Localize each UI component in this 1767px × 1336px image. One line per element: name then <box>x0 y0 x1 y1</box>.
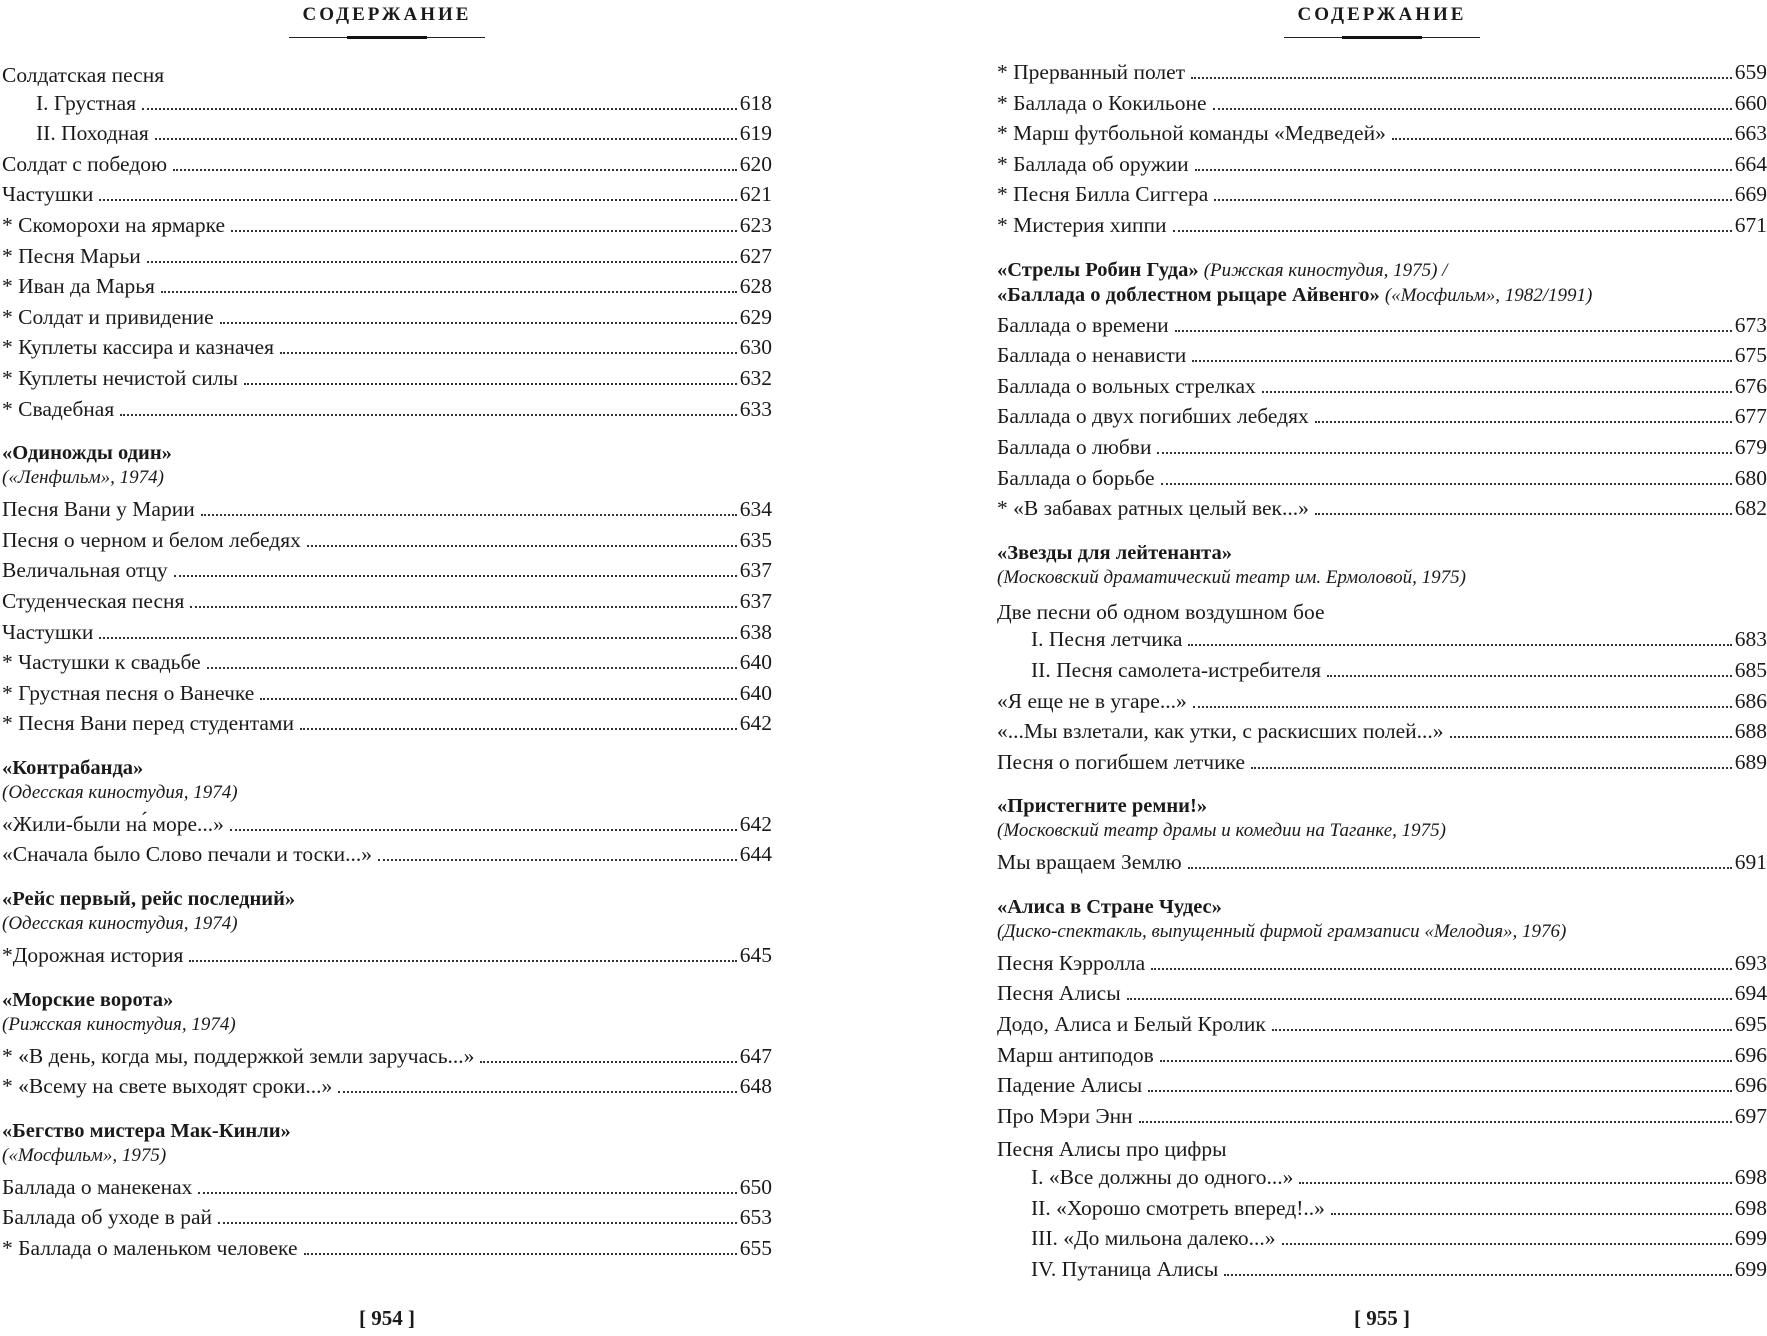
toc-page-number: 655 <box>739 1236 772 1261</box>
toc-entry[interactable] <box>997 1257 1767 1288</box>
toc-group-title: Солдатская песня <box>2 63 165 87</box>
toc-group-title: Песня Алисы про цифры <box>997 1137 1227 1162</box>
dot-leader <box>230 829 737 831</box>
toc-page-number: 618 <box>739 90 772 115</box>
toc-entry[interactable] <box>2 397 772 428</box>
toc-entry[interactable] <box>997 1073 1767 1104</box>
toc-entry-title: Баллада о ненависти <box>997 343 1187 368</box>
dot-leader <box>1160 1060 1732 1062</box>
dot-leader <box>174 575 737 577</box>
dot-leader <box>1161 483 1732 485</box>
toc-page-number: 680 <box>1734 465 1767 490</box>
section-subtitle: (Московский драматический театр им. Ермоловой, 1975) <box>997 566 1466 588</box>
dot-leader <box>1192 360 1731 362</box>
dot-leader <box>1188 644 1731 646</box>
toc-page-number: 691 <box>1734 850 1767 875</box>
toc-entry-title: Величальная отцу <box>2 558 168 583</box>
toc-entry[interactable] <box>997 435 1767 466</box>
toc-entry[interactable] <box>2 244 772 275</box>
toc-page-number: 650 <box>739 1174 772 1199</box>
dot-leader <box>1299 1182 1731 1184</box>
toc-entry[interactable] <box>2 528 772 559</box>
toc-entry[interactable] <box>2 274 772 305</box>
toc-entry-title: * Свадебная <box>2 396 115 421</box>
toc-page-number: 669 <box>1734 182 1767 207</box>
toc-entry[interactable] <box>997 981 1767 1012</box>
dot-leader <box>260 698 736 700</box>
dot-leader <box>1191 77 1732 79</box>
dot-leader <box>1188 867 1732 869</box>
toc-entry-title: * Грустная песня о Ванечке <box>2 680 255 705</box>
toc-page-number: 645 <box>739 943 772 968</box>
toc-page-number: 659 <box>1734 60 1767 84</box>
toc-entry[interactable] <box>997 1165 1767 1196</box>
toc-page-number: 627 <box>739 243 772 268</box>
dot-leader <box>1450 736 1732 738</box>
toc-entry[interactable] <box>2 711 772 742</box>
section-subtitle: («Мосфильм», 1982/1991) <box>1384 284 1593 306</box>
toc-entry[interactable] <box>2 1044 772 1075</box>
page-number: [ 955 ] <box>1354 1306 1410 1330</box>
toc-entry[interactable] <box>997 374 1767 405</box>
toc-page-number: 634 <box>739 497 772 522</box>
toc-entry-title: II. «Хорошо смотреть вперед!..» <box>1031 1195 1325 1220</box>
toc-entry-title: Песня о черном и белом лебедях <box>2 527 301 552</box>
dot-leader <box>307 545 737 547</box>
toc-entry[interactable] <box>997 850 1767 881</box>
toc-page-number: 673 <box>1734 312 1767 337</box>
toc-entry-title: Баллада о времени <box>997 312 1169 337</box>
toc-entry-title: * Песня Марьи <box>2 243 141 268</box>
toc-entry-title: III. «До мильона далеко...» <box>1031 1226 1276 1251</box>
toc-entry[interactable] <box>997 496 1767 527</box>
toc-entry[interactable] <box>997 658 1767 689</box>
dot-leader <box>1392 138 1732 140</box>
toc-entry[interactable] <box>2 305 772 336</box>
toc-entry[interactable] <box>2 842 772 873</box>
dot-leader <box>231 230 737 232</box>
toc-entry[interactable] <box>2 121 772 152</box>
dot-leader <box>300 728 737 730</box>
section-subtitle: (Одесская киностудия, 1974) <box>2 913 238 935</box>
toc-page-number: 671 <box>1734 212 1767 237</box>
toc-entry-title: * Баллада об оружии <box>997 151 1189 176</box>
toc-page-number: 660 <box>1734 90 1767 115</box>
dot-leader <box>142 108 737 110</box>
toc-page-number: 675 <box>1734 343 1767 368</box>
toc-entry-title: Солдат с победою <box>2 151 168 176</box>
toc-page-number: 647 <box>739 1043 772 1068</box>
toc-entry-title: * Баллада о Кокильоне <box>997 90 1207 115</box>
toc-page-number: 689 <box>1734 749 1767 774</box>
toc-entry[interactable] <box>2 152 772 183</box>
dot-leader <box>480 1061 736 1063</box>
toc-entry[interactable] <box>997 121 1767 152</box>
toc-page-number: 696 <box>1734 1073 1767 1098</box>
toc-page-number: 640 <box>739 680 772 705</box>
dot-leader <box>1272 1029 1732 1031</box>
toc-page-number: 638 <box>739 619 772 644</box>
toc-entry-title: Песня Вани у Марии <box>2 497 195 522</box>
toc-entry-title: Частушки <box>2 619 94 644</box>
toc-entry-title: «Жили-были на́ море...» <box>2 811 224 836</box>
dot-leader <box>190 606 736 608</box>
toc-page-number: 629 <box>739 304 772 329</box>
toc-entry-title: IV. Путаница Алисы <box>1031 1256 1219 1281</box>
dot-leader <box>1327 675 1732 677</box>
dot-leader <box>1139 1121 1732 1123</box>
toc-content <box>2 60 772 1267</box>
running-header: СОДЕРЖАНИЕ <box>302 4 472 25</box>
section-subtitle: (Одесская киностудия, 1974) <box>2 781 238 803</box>
section-subtitle: (Диско-спектакль, выпущенный фирмой грамзаписи «Мелодия», 1976) <box>997 920 1567 942</box>
section-title: «Морские ворота» <box>2 988 174 1011</box>
toc-page-number: 699 <box>1734 1256 1767 1281</box>
toc-content <box>997 60 1767 1287</box>
dot-leader <box>198 1192 736 1194</box>
toc-entry-title: I. «Все должны до одного...» <box>1031 1165 1294 1190</box>
toc-entry-title: * Песня Билла Сиггера <box>997 182 1209 207</box>
toc-page-number: 685 <box>1734 657 1767 682</box>
section-title <box>997 283 1767 308</box>
dot-leader <box>1195 169 1732 171</box>
toc-entry[interactable] <box>997 343 1767 374</box>
toc-page-number: 633 <box>739 396 772 421</box>
toc-entry[interactable] <box>997 1012 1767 1043</box>
toc-entry[interactable] <box>2 182 772 213</box>
dot-leader <box>189 960 736 962</box>
toc-entry-title: Про Мэри Энн <box>997 1103 1133 1128</box>
toc-entry[interactable] <box>997 60 1767 91</box>
toc-page-number: 696 <box>1734 1042 1767 1067</box>
toc-entry[interactable] <box>2 335 772 366</box>
section-title <box>997 258 1767 283</box>
section-title: «Рейс первый, рейс последний» <box>2 888 296 911</box>
toc-entry[interactable] <box>997 213 1767 244</box>
toc-entry-title: Додо, Алиса и Белый Кролик <box>997 1012 1266 1037</box>
dot-leader <box>155 138 737 140</box>
dot-leader <box>120 414 737 416</box>
toc-entry[interactable] <box>997 404 1767 435</box>
toc-page-number: 664 <box>1734 151 1767 176</box>
dot-leader <box>304 1253 737 1255</box>
toc-entry-title: Студенческая песня <box>2 588 185 613</box>
toc-entry-title: Баллада об уходе в рай <box>2 1205 212 1230</box>
toc-page-number: 637 <box>739 558 772 583</box>
toc-entry-title: Баллада о борьбе <box>997 465 1155 490</box>
toc-entry[interactable] <box>997 627 1767 658</box>
dot-leader <box>244 383 737 385</box>
dot-leader <box>1175 330 1732 332</box>
toc-page-number: 663 <box>1734 121 1767 146</box>
toc-entry[interactable] <box>997 1196 1767 1227</box>
toc-page-number: 644 <box>739 842 772 867</box>
toc-entry[interactable] <box>2 497 772 528</box>
toc-page-number: 628 <box>739 274 772 299</box>
dot-leader <box>280 352 737 354</box>
toc-page-number: 682 <box>1734 496 1767 521</box>
section-title-text: «Баллада о доблестном рыцаре Айвенго» <box>997 283 1380 306</box>
section-title-text: «Стрелы Робин Гуда» <box>997 258 1199 281</box>
toc-page-number: 632 <box>739 365 772 390</box>
dot-leader <box>1331 1213 1732 1215</box>
toc-entry-title: I. Грустная <box>36 90 137 115</box>
toc-entry[interactable] <box>997 750 1767 781</box>
dot-leader <box>1127 998 1732 1000</box>
toc-page-number: 640 <box>739 650 772 675</box>
toc-entry[interactable] <box>2 366 772 397</box>
toc-entry[interactable] <box>997 91 1767 122</box>
toc-entry-title: * Иван да Марья <box>2 274 155 299</box>
toc-entry-title: *Дорожная история <box>2 943 184 968</box>
section-title: «Бегство мистера Мак-Кинли» <box>2 1119 291 1142</box>
toc-entry[interactable] <box>2 681 772 712</box>
toc-page-number: 676 <box>1734 373 1767 398</box>
toc-page-number: 699 <box>1734 1226 1767 1251</box>
toc-entry[interactable] <box>997 1104 1767 1135</box>
toc-entry-title: * Скоморохи на ярмарке <box>2 212 226 237</box>
toc-entry[interactable] <box>997 466 1767 497</box>
toc-entry[interactable] <box>2 650 772 681</box>
dot-leader <box>378 859 737 861</box>
toc-entry-title: * Куплеты нечистой силы <box>2 365 238 390</box>
toc-page-number: 623 <box>739 212 772 237</box>
dot-leader <box>1193 706 1732 708</box>
toc-page-number: 698 <box>1734 1195 1767 1220</box>
toc-page-number: 635 <box>739 527 772 552</box>
toc-entry[interactable] <box>2 1074 772 1105</box>
dot-leader <box>1315 513 1732 515</box>
toc-entry[interactable] <box>2 213 772 244</box>
toc-page-number: 686 <box>1734 688 1767 713</box>
toc-entry[interactable] <box>997 182 1767 213</box>
toc-entry[interactable] <box>2 1205 772 1236</box>
section-subtitle: (Рижская киностудия, 1975) / <box>1203 259 1448 281</box>
toc-entry-title: II. Песня самолета-истребителя <box>1031 657 1322 682</box>
toc-page-number: 695 <box>1734 1012 1767 1037</box>
dot-leader <box>207 667 737 669</box>
dot-leader <box>1262 391 1732 393</box>
header-rule-accent <box>347 36 427 39</box>
toc-entry-title: Песня о погибшем летчике <box>997 749 1246 774</box>
dot-leader <box>1173 230 1732 232</box>
toc-page-number: 642 <box>739 811 772 836</box>
toc-entry-title: * Прерванный полет <box>997 60 1186 84</box>
toc-entry-title: Баллада о вольных стрелках <box>997 373 1256 398</box>
header-rule-accent <box>1342 36 1422 39</box>
dot-leader <box>338 1091 736 1093</box>
section-title: «Звезды для лейтенанта» <box>997 541 1232 564</box>
dot-leader <box>218 1222 737 1224</box>
toc-page-number: 693 <box>1734 950 1767 975</box>
toc-entry[interactable] <box>2 943 772 974</box>
toc-entry[interactable] <box>2 1236 772 1267</box>
dot-leader <box>99 637 736 639</box>
toc-entry[interactable] <box>997 1226 1767 1257</box>
toc-entry-title: II. Походная <box>36 121 149 146</box>
page-number: [ 954 ] <box>359 1306 415 1330</box>
section-subtitle: («Ленфильм», 1974) <box>2 467 164 489</box>
toc-entry-title: Песня Кэрролла <box>997 950 1146 975</box>
toc-page-number: 697 <box>1734 1103 1767 1128</box>
toc-entry-title: Баллада о манекенах <box>2 1174 193 1199</box>
section-title: «Контрабанда» <box>2 756 144 779</box>
toc-page-number: 621 <box>739 182 772 207</box>
toc-page-number: 677 <box>1734 404 1767 429</box>
toc-entry-title: * «В день, когда мы, поддержкой земли заручась...» <box>2 1043 475 1068</box>
toc-entry[interactable] <box>2 812 772 843</box>
toc-page-number: 637 <box>739 588 772 613</box>
toc-entry[interactable] <box>997 313 1767 344</box>
dot-leader <box>1214 199 1731 201</box>
left-page <box>2 0 772 1336</box>
toc-page-number: 698 <box>1734 1165 1767 1190</box>
section-title: «Алиса в Стране Чудес» <box>997 895 1222 918</box>
dot-leader <box>1282 1243 1732 1245</box>
toc-entry-title: * Песня Вани перед студентами <box>2 711 295 736</box>
toc-entry-title: Песня Алисы <box>997 981 1121 1006</box>
toc-page-number: 648 <box>739 1074 772 1099</box>
section-title: «Одиножды один» <box>2 442 172 465</box>
running-header: СОДЕРЖАНИЕ <box>1297 4 1467 25</box>
toc-entry-title: * «Всему на свете выходят сроки...» <box>2 1074 333 1099</box>
toc-page-number: 653 <box>739 1205 772 1230</box>
section-title: «Пристегните ремни!» <box>997 795 1208 818</box>
toc-page-number: 683 <box>1734 627 1767 652</box>
toc-page-number: 688 <box>1734 719 1767 744</box>
toc-entry-title: * Марш футбольной команды «Медведей» <box>997 121 1386 146</box>
toc-page-number: 694 <box>1734 981 1767 1006</box>
dot-leader <box>201 514 737 516</box>
toc-entry-title: * Куплеты кассира и казначея <box>2 335 274 360</box>
toc-entry-title: Баллада о двух погибших лебедях <box>997 404 1309 429</box>
toc-entry[interactable] <box>997 1043 1767 1074</box>
toc-entry[interactable] <box>997 951 1767 982</box>
toc-entry-title: * Частушки к свадьбе <box>2 650 201 675</box>
toc-entry[interactable] <box>997 152 1767 183</box>
dot-leader <box>1151 968 1732 970</box>
toc-entry-title: I. Песня летчика <box>1031 627 1183 652</box>
toc-entry-title: Падение Алисы <box>997 1073 1143 1098</box>
section-subtitle: (Рижская киностудия, 1974) <box>2 1013 236 1035</box>
toc-page-number: 619 <box>739 121 772 146</box>
toc-entry[interactable] <box>2 558 772 589</box>
toc-entry-title: * «В забавах ратных целый век...» <box>997 496 1309 521</box>
toc-entry[interactable] <box>2 620 772 651</box>
dot-leader <box>1251 767 1732 769</box>
dot-leader <box>173 169 737 171</box>
toc-page-number: 630 <box>739 335 772 360</box>
toc-page-number: 679 <box>1734 434 1767 459</box>
toc-entry[interactable] <box>2 91 772 122</box>
toc-entry[interactable] <box>2 1175 772 1206</box>
toc-entry-title: Мы вращаем Землю <box>997 850 1182 875</box>
dot-leader <box>99 199 736 201</box>
toc-page-number: 642 <box>739 711 772 736</box>
toc-entry[interactable] <box>997 719 1767 750</box>
dot-leader <box>220 322 737 324</box>
toc-entry-title: * Мистерия хиппи <box>997 212 1167 237</box>
dot-leader <box>147 261 737 263</box>
toc-entry[interactable] <box>2 589 772 620</box>
toc-entry-title: «Сначала было Слово печали и тоски...» <box>2 842 372 867</box>
toc-entry-title: Частушки <box>2 182 94 207</box>
dot-leader <box>1157 452 1731 454</box>
dot-leader <box>161 291 737 293</box>
toc-group-title: Две песни об одном воздушном бое <box>997 599 1325 624</box>
toc-entry-title: Баллада о любви <box>997 434 1152 459</box>
toc-entry-title: * Солдат и привидение <box>2 304 214 329</box>
section-subtitle: («Мосфильм», 1975) <box>2 1144 167 1166</box>
toc-entry-title: «Я еще не в угаре...» <box>997 688 1187 713</box>
dot-leader <box>1315 421 1732 423</box>
section-subtitle: (Московский театр драмы и комедии на Таганке, 1975) <box>997 820 1446 842</box>
toc-entry-title: Марш антиподов <box>997 1042 1154 1067</box>
dot-leader <box>1224 1274 1731 1276</box>
toc-entry-title: «...Мы взлетали, как утки, с раскисших полей...» <box>997 719 1444 744</box>
toc-entry-title: * Баллада о маленьком человеке <box>2 1236 298 1261</box>
right-page <box>997 0 1767 1336</box>
dot-leader <box>1148 1090 1732 1092</box>
dot-leader <box>1213 108 1732 110</box>
toc-entry[interactable] <box>997 689 1767 720</box>
toc-page-number: 620 <box>739 151 772 176</box>
